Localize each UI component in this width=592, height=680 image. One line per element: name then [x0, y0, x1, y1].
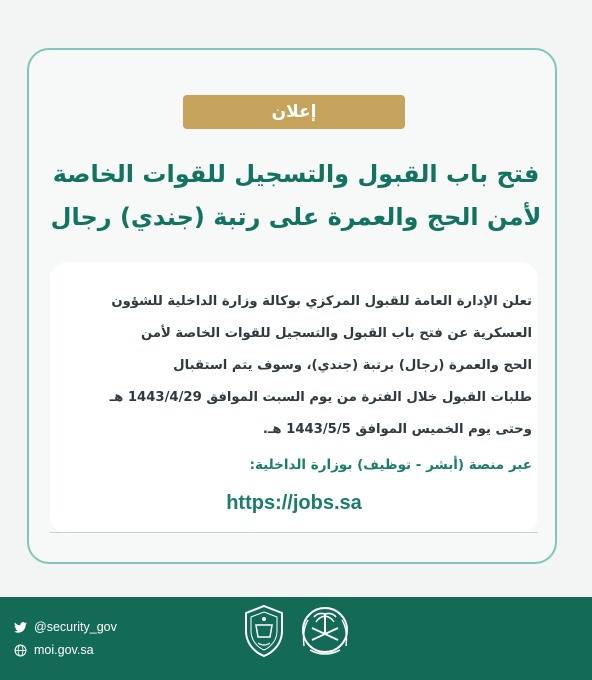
special-forces-emblem [242, 603, 286, 659]
ministry-emblem [296, 600, 354, 662]
jobs-link[interactable]: https://jobs.sa [226, 492, 362, 514]
body-line-3: الحج والعمرة (رجال) برتبة (جندي)، وسوف يتم استقبال [173, 358, 532, 373]
body-line-4: طلبات القبول خلال الفترة من يوم السبت الموافق 1443/4/29 هـ [109, 390, 532, 405]
title-line-1: فتح باب القبول والتسجيل للقوات الخاصة [52, 160, 540, 188]
body-line-1: تعلن الإدارة العامة للقبول المركزي بوكالة وزارة الداخلية للشؤون [111, 294, 532, 309]
globe-icon [14, 644, 27, 657]
announcement-badge: إعلان [183, 95, 405, 129]
body-line-5: وحتى يوم الخميس الموافق 1443/5/5 هـ. [262, 422, 532, 437]
title-line-2: لأمن الحج والعمرة على رتبة (جندي) رجال [50, 203, 542, 231]
twitter-icon [14, 622, 27, 633]
twitter-link[interactable] [14, 620, 117, 634]
website-link[interactable] [14, 643, 94, 657]
platform-line: عبر منصة (أبشر - توظيف) بوزارة الداخلية: [249, 457, 532, 473]
body-line-2: العسكرية عن فتح باب القبول والتسجيل للقوات الخاصة لأمن [140, 326, 532, 341]
divider [50, 532, 538, 533]
website-url: moi.gov.sa [34, 643, 94, 657]
twitter-handle: @security_gov [34, 620, 117, 634]
